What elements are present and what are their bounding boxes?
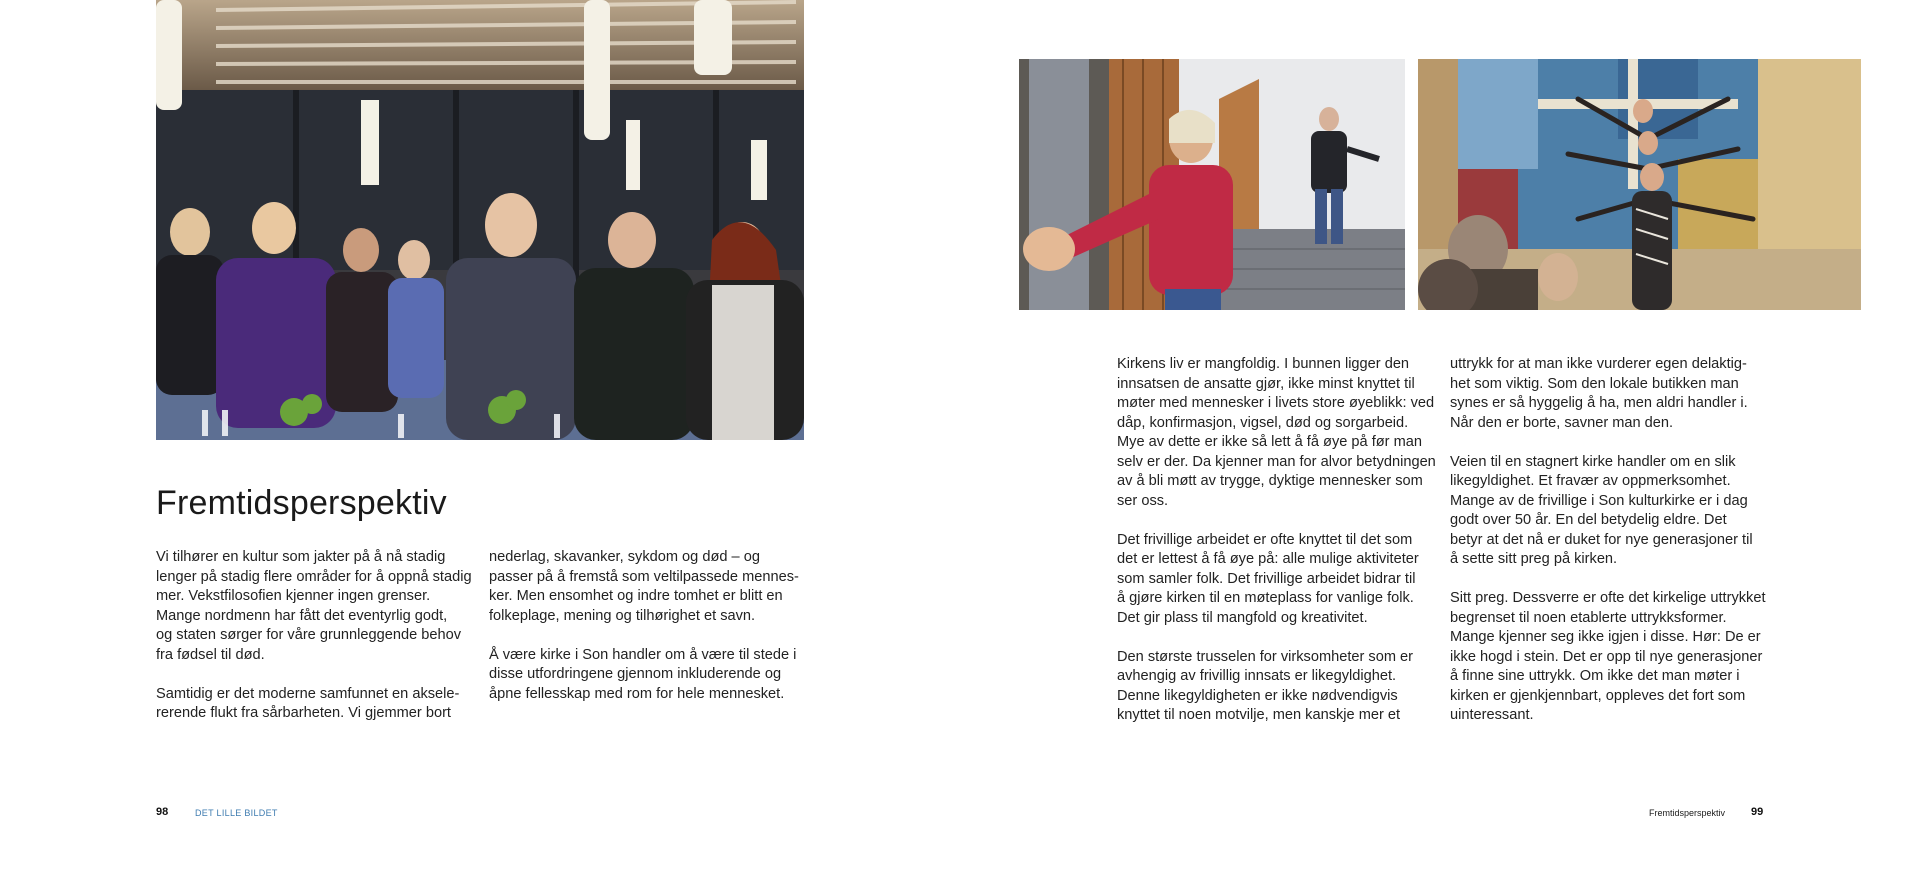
- photo-dinner-gathering: [156, 0, 804, 440]
- photo-dancers-altar: [1418, 59, 1861, 310]
- right-column-1: [1117, 355, 1437, 745]
- left-column-2: [489, 548, 809, 724]
- photo-dinner-gathering-icon: [156, 0, 804, 440]
- paragraph: nederlag, skavanker, sykdom og død – og passer på å fremstå som veltilpassede mennes- ker. Men ensomhet og indre tomhet er blitt en folkeplage, mening og tilhørighet et savn.: [489, 549, 799, 624]
- photo-church-entrance: [1019, 59, 1405, 310]
- running-head-right: Fremtidsperspektiv: [1649, 808, 1726, 818]
- paragraph: Sitt preg. Dessverre er ofte det kirkelige uttrykket begrenset til noen etablerte uttrykksformer. Mange kjenner seg ikke igjen i disse. Hør: De er ikke hogd i stein. Det er opp til nye generasjoner å finne sine uttrykk. Om ikke det man møter i kirken er gjenkjennbart, oppleves det fort som uinteressant.: [1450, 590, 1766, 723]
- paragraph: Vi tilhører en kultur som jakter på å nå stadig lenger på stadig flere områder for å oppnå stadig mer. Vekstfilosofien kjenner ingen grenser. Mange nordmenn har fått det eventyrlig godt, og staten sørger for våre grunnleggende behov fra fødsel til død.: [156, 549, 472, 663]
- right-column-2: [1450, 355, 1770, 745]
- photo-dancers-altar-icon: [1418, 59, 1861, 310]
- paragraph: Å være kirke i Son handler om å være til stede i disse utfordringene gjennom inkluderende og åpne fellesskap med rom for hele mennesket.: [489, 646, 797, 702]
- paragraph: Den største trusselen for virksomheter som er avhengig av frivillig innsats er likegyldighet. Denne likegyldigheten er ikke nødvendigvis knyttet til noen motvilje, men kanskje mer et: [1117, 648, 1414, 723]
- left-column-1: [156, 548, 476, 743]
- paragraph: Det frivillige arbeidet er ofte knyttet til det som det er lettest å få øye på: alle mulige aktiviteter som samler folk. Det frivillige arbeidet bidrar til å gjøre kirken til en møteplass for vanlige folk. Det gir plass til mangfold og kreativitet.: [1117, 531, 1419, 626]
- paragraph: Veien til en stagnert kirke handler om en slik likegyldighet. Et fravær av oppmerksomhet. Mange av de frivillige i Son kulturkirke er i dag godt over 50 år. En del betydelig eldre. Det betyr at det nå er duket for nye generasjoner til å sette sitt preg på kirken.: [1450, 453, 1753, 567]
- paragraph: uttrykk for at man ikke vurderer egen delaktig- het som viktig. Som den lokale butikken man synes er så hyggelig å ha, men aldri handler i. Når den er borte, savner man den.: [1450, 356, 1748, 431]
- running-head-left: DET LILLE BILDET: [195, 808, 278, 818]
- page-title: Fremtidsperspektiv: [156, 484, 447, 522]
- page-number-right: 99: [1751, 806, 1764, 818]
- page-number-left: 98: [156, 806, 169, 818]
- paragraph: Samtidig er det moderne samfunnet en aksele- rerende flukt fra sårbarheten. Vi gjemmer bort: [156, 685, 460, 721]
- paragraph: Kirkens liv er mangfoldig. I bunnen ligger den innsatsen de ansatte gjør, ikke minst knyttet til møter med mennesker i livets store øyeblikk: ved dåp, konfirmasjon, vigsel, død og sorgarbeid. Mye av dette er ikke så lett å få øye på før man selv er der. Da kjenner man for alvor betydningen av å bli møtt av trygge, dyktige mennesker som ser oss.: [1117, 356, 1436, 509]
- photo-church-entrance-icon: [1019, 59, 1405, 310]
